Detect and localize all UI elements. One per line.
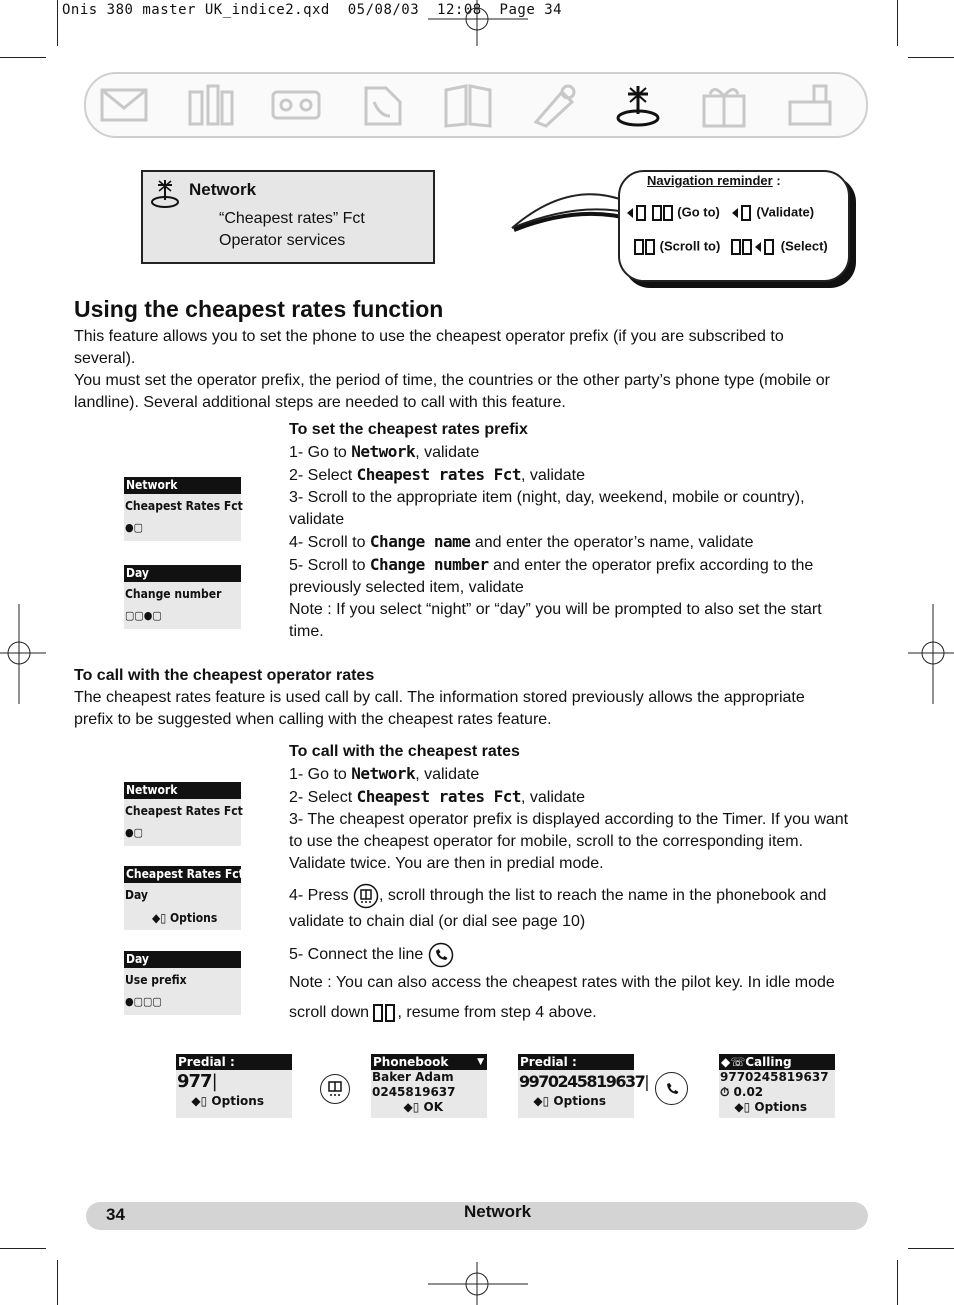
step: 2- Select Cheapest rates Fct, validate [289,787,586,806]
base-station-icon [784,82,836,128]
note: Note : You can also access the cheapest rates with the pilot key. In idle mode scroll down , resume from step 4 above. [289,974,835,1021]
down-arrow-key-icon [652,204,674,222]
lcd-contact-name: Baker Adam [372,1070,454,1084]
call-key-icon [655,1072,688,1105]
crop-mark [897,0,898,46]
crop-mark [0,57,46,58]
lcd-indicator: ▢▢●▢ [125,609,162,622]
menu-box-title: Network [189,180,257,199]
answering-machine-icon [270,82,322,128]
menu-box-item: “Cheapest rates” Fct [219,210,365,227]
lcd-row: Cheapest Rates Fct [125,499,243,513]
lcd-call-timer: ⏱ 0.02 [720,1085,764,1099]
lcd-call-number: 9770245819637 [720,1070,829,1084]
lcd-screen [124,782,241,846]
phone-settings-icon [184,82,236,128]
envelope-icon [98,82,150,128]
network-icon [612,82,664,128]
header-date: 05/08/03 [347,2,420,18]
step: 4- Press , scroll through the list to reach the name in the phonebook and validate to chain dial (or dial see page 10) [289,883,849,934]
call-section-text: The cheapest rates feature is used call by call. The information stored previously allows the appropriate prefix to be suggested when calling with the cheapest rates feature. [74,689,805,728]
menu-box-item: Operator services [219,232,346,249]
phonebook-icon [442,82,494,128]
phonebook-key-icon [320,1074,350,1104]
scroll-key-icon [634,238,656,256]
crop-mark [897,1260,898,1305]
lcd-title: Day [124,951,241,968]
lcd-title: Cheapest Rates Fct ▼ [126,867,254,881]
lcd-contact-number: 0245819637 [372,1085,456,1099]
scroll-arrow-icon: ▼ [477,1057,484,1067]
steps-heading: To set the cheapest rates prefix [289,421,528,438]
lcd-indicator: ●▢ [125,521,143,534]
menu-icon-bar [84,72,868,138]
right-arrow-key-icon [626,204,648,222]
header-time: 12:08 [437,2,482,18]
lcd-row: Cheapest Rates Fct [125,804,243,818]
validate-key-icon [731,204,753,222]
crop-mark [0,1248,46,1249]
lcd-screen-calling [719,1054,835,1118]
registration-mark-bottom [428,1262,528,1305]
nav-row-goto: (Go to) (Validate) [626,204,814,222]
lcd-softkey: ◆▯ Options [152,911,218,925]
tools-icon [528,82,580,128]
registration-mark-left [0,604,46,704]
step: 3- The cheapest operator prefix is displayed according to the Timer. If you want to use the cheapest operator for mobile, scroll to the corresponding item. Validate twice. You are then in predial mode. [289,811,849,872]
lcd-screen-predial [176,1054,292,1118]
lcd-title: Day [124,565,241,582]
step: 4- Scroll to Change name and enter the operator’s name, validate [289,532,754,551]
crop-mark [57,0,58,46]
crop-mark [57,1260,58,1305]
step: 1- Go to Network, validate [289,442,480,461]
nav-reminder-title: Navigation reminder : [647,173,781,188]
print-header [62,2,562,18]
call-key-icon [428,942,454,968]
lcd-row: Use prefix [125,973,187,987]
lcd-indicator: ●▢▢▢ [125,995,162,1008]
navigation-reminder [618,170,850,282]
lcd-title: Network [124,782,241,799]
lcd-screen-predial [518,1054,649,1118]
footer-section-title: Network [464,1202,532,1221]
set-prefix-steps [289,419,849,643]
lcd-title: ◆☏Calling [719,1054,835,1070]
lcd-title: Predial : [518,1054,634,1070]
registration-mark-right [908,604,954,704]
lcd-softkey: ◆▯ Options [191,1094,264,1108]
lcd-row: Change number [125,587,222,601]
nav-row-scroll: (Scroll to) (Select) [634,238,828,256]
lcd-indicator: ●▢ [125,826,143,839]
call-log-icon [356,82,408,128]
header-filename: Onis 380 master UK_indice2.qxd [62,2,330,18]
step: 2- Select Cheapest rates Fct, validate [289,465,586,484]
step: 3- Scroll to the appropriate item (night, day, weekend, mobile or country), validate [289,489,805,528]
lcd-softkey: ◆▯ Options [533,1094,606,1108]
steps-heading: To call with the cheapest rates [289,743,520,760]
step: 5- Scroll to Change number and enter the operator prefix according to the previously selected item, validate [289,555,814,596]
lcd-title: Phonebook ▼ [371,1054,487,1070]
step: 1- Go to Network, validate [289,764,480,783]
scroll-arrow-icon: ▼ [247,871,254,881]
select-key-icon [731,238,777,256]
header-page: Page 34 [499,2,563,18]
intro-paragraph: This feature allows you to set the phone to use the cheapest operator prefix (if you are subscribed to several). [74,328,784,367]
crop-mark [908,57,954,58]
lcd-number: 977| [177,1071,217,1092]
lcd-softkey: ◆▯ OK [403,1100,443,1114]
lcd-softkey: ◆▯ Options [734,1100,807,1114]
step: 5- Connect the line [289,942,849,968]
lcd-row: Day [125,888,148,902]
crop-mark [908,1248,954,1249]
lcd-screen [124,866,254,930]
lcd-screen [124,951,241,1015]
call-section-heading: To call with the cheapest operator rates [74,667,375,684]
gift-icon [698,82,750,128]
scroll-down-key-icon [373,1003,397,1023]
section-title: Using the cheapest rates function [74,296,444,322]
page-number: 34 [106,1205,125,1224]
call-steps [289,741,849,1028]
network-icon [149,178,181,210]
note: Note : If you select “night” or “day” you will be prompted to also set the start time. [289,601,822,640]
lcd-screen [124,477,241,541]
intro-paragraph: You must set the operator prefix, the period of time, the countries or the other party’s phone type (mobile or landline). Several additional steps are needed to call with this feature. [74,372,830,411]
lcd-screen-phonebook [371,1054,487,1118]
network-menu-box [141,170,435,264]
lcd-title: Predial : [176,1054,292,1070]
phonebook-key-icon [353,883,379,909]
lcd-title: Network [124,477,241,494]
lcd-number: 9970245819637| [519,1072,649,1091]
lcd-screen [124,565,241,629]
